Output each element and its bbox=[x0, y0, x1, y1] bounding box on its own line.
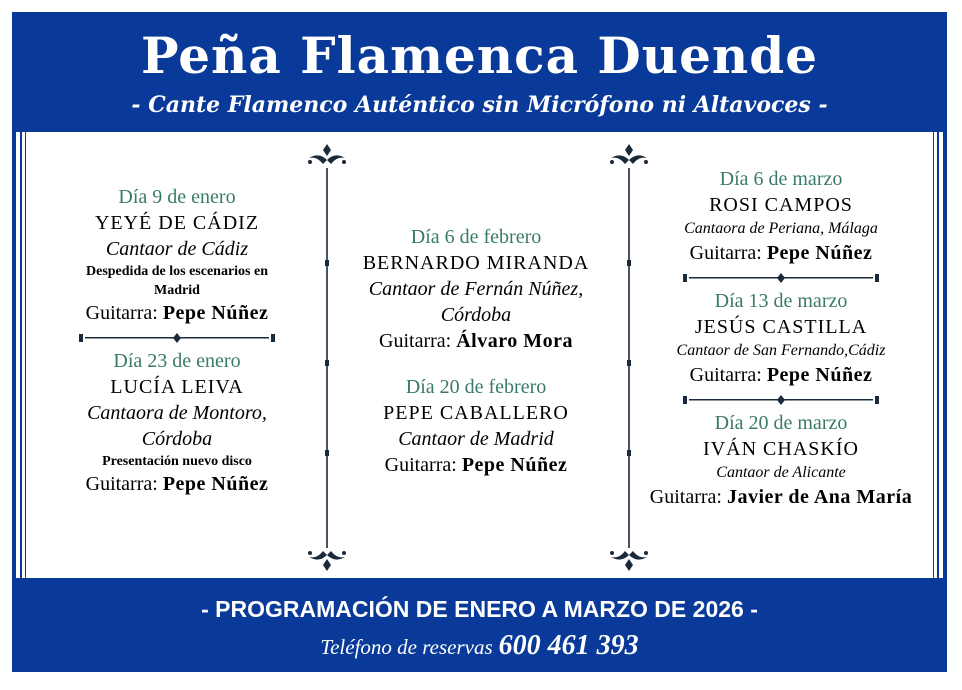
column-enero bbox=[52, 184, 302, 497]
guitarist-line bbox=[342, 328, 610, 354]
event-card bbox=[52, 184, 302, 326]
guitarist-line bbox=[640, 240, 922, 266]
guitarra-label: Guitarra: bbox=[85, 473, 158, 495]
guitarist-name: Javier de Ana María bbox=[726, 486, 913, 508]
reservation-phone bbox=[12, 630, 947, 662]
artist-origin: Cantaor de Fernán Núñez, Córdoba bbox=[368, 278, 584, 326]
guitarist-name: Pepe Núñez bbox=[766, 364, 873, 386]
artist-name: YEYÉ DE CÁDIZ bbox=[94, 212, 260, 234]
event-date: Día 20 de marzo bbox=[714, 412, 848, 434]
guitarra-label: Guitarra: bbox=[85, 302, 158, 324]
artist-origin: Cantaora de Montoro, Córdoba bbox=[87, 402, 267, 450]
artist-origin: Cantaor de Cádiz bbox=[105, 238, 249, 260]
guitarist-name: Pepe Núñez bbox=[766, 242, 873, 264]
phone-number[interactable]: 600 461 393 bbox=[498, 630, 639, 661]
guitarist-name: Pepe Núñez bbox=[461, 454, 568, 476]
poster-subtitle: - Cante Flamenco Auténtico sin Micrófono ni Altavoces - bbox=[131, 92, 828, 118]
right-border-stripes bbox=[927, 132, 947, 578]
event-card bbox=[342, 224, 610, 354]
artist-origin: Cantaor de San Fernando,Cádiz bbox=[676, 342, 886, 359]
footer-banner bbox=[12, 578, 947, 672]
horizontal-ornament bbox=[77, 332, 277, 344]
column-marzo bbox=[640, 166, 922, 510]
header-banner bbox=[12, 12, 947, 132]
guitarra-label: Guitarra: bbox=[689, 242, 762, 264]
horizontal-ornament bbox=[681, 272, 881, 284]
artist-origin: Cantaor de Madrid bbox=[398, 428, 554, 450]
guitarra-label: Guitarra: bbox=[379, 330, 452, 352]
phone-label: Teléfono de reservas bbox=[320, 635, 493, 659]
poster bbox=[12, 12, 947, 672]
event-card bbox=[640, 410, 922, 510]
guitarra-label: Guitarra: bbox=[384, 454, 457, 476]
artist-origin: Cantaor de Alicante bbox=[716, 464, 846, 481]
event-note: Presentación nuevo disco bbox=[102, 454, 252, 469]
event-card bbox=[640, 288, 922, 388]
programacion-heading: - PROGRAMACIÓN DE ENERO A MARZO DE 2026 - bbox=[201, 596, 758, 622]
event-date: Día 6 de febrero bbox=[410, 226, 542, 248]
horizontal-ornament bbox=[681, 394, 881, 406]
artist-origin: Cantaora de Periana, Málaga bbox=[684, 220, 878, 237]
event-note: Despedida de los escenarios en Madrid bbox=[86, 264, 268, 298]
left-border-stripes bbox=[12, 132, 32, 578]
column-febrero bbox=[342, 224, 610, 478]
event-date: Día 6 de marzo bbox=[719, 168, 843, 190]
artist-name: IVÁN CHASKÍO bbox=[703, 438, 859, 460]
guitarist-line bbox=[52, 471, 302, 497]
artist-name: BERNARDO MIRANDA bbox=[362, 252, 590, 274]
artist-name: ROSI CAMPOS bbox=[709, 194, 853, 216]
event-date: Día 9 de enero bbox=[118, 186, 236, 208]
event-date: Día 13 de marzo bbox=[714, 290, 848, 312]
guitarist-line bbox=[52, 300, 302, 326]
event-date: Día 23 de enero bbox=[113, 350, 241, 372]
guitarist-name: Pepe Núñez bbox=[162, 473, 269, 495]
guitarist-name: Pepe Núñez bbox=[162, 302, 269, 324]
guitarist-name: Álvaro Mora bbox=[456, 330, 573, 352]
guitarist-line bbox=[640, 484, 922, 510]
event-card bbox=[52, 348, 302, 497]
guitarist-line bbox=[640, 362, 922, 388]
guitarra-label: Guitarra: bbox=[689, 364, 762, 386]
event-card bbox=[342, 374, 610, 478]
event-card bbox=[640, 166, 922, 266]
event-date: Día 20 de febrero bbox=[405, 376, 547, 398]
poster-title: Peña Flamenca Duende bbox=[140, 26, 819, 85]
artist-name: JESÚS CASTILLA bbox=[694, 316, 868, 338]
guitarra-label: Guitarra: bbox=[649, 486, 722, 508]
guitarist-line bbox=[342, 452, 610, 478]
artist-name: LUCÍA LEIVA bbox=[110, 376, 244, 398]
artist-name: PEPE CABALLERO bbox=[383, 402, 569, 424]
